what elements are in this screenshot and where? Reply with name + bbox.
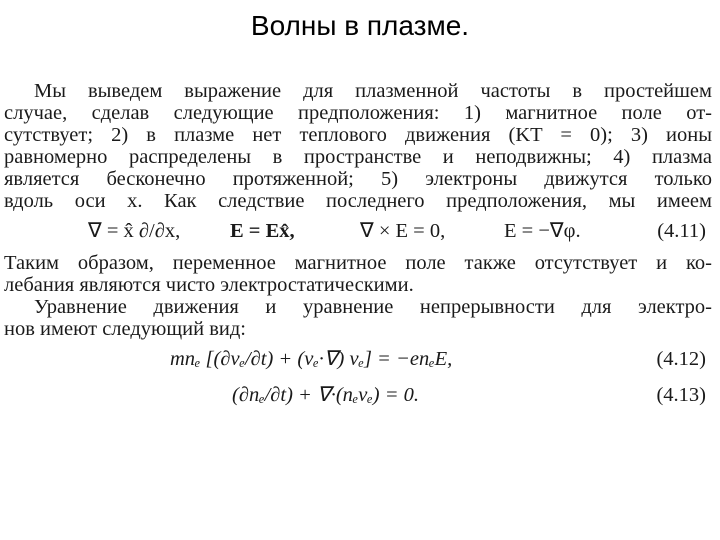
text-line: Таким образом, переменное магнитное поле также отсутствует и ко- [4, 252, 712, 274]
text-line: нов имеют следующий вид: [4, 318, 246, 340]
equation-4-13 [4, 382, 712, 422]
equation-part: ∇ × E = 0, [360, 220, 446, 242]
text-line: Мы выведем выражение для плазменной частоты в простейшем [34, 80, 712, 102]
paragraph-electrostatic [4, 252, 712, 296]
slide-title: Волны в плазме. [250, 10, 470, 41]
equation-part: E = −∇φ. [504, 220, 581, 242]
text-line: случае, сделав следующие предположения: 1) магнитное поле от- [4, 102, 712, 124]
text-line: лебания являются чисто электростатическими. [4, 274, 414, 296]
equation-part: E = Ex̂, [230, 220, 295, 242]
text-line: Уравнение движения и уравнение непрерывности для электро- [34, 296, 712, 318]
paragraph-equations-intro [4, 296, 712, 340]
textbook-excerpt [4, 80, 712, 422]
equation-number: (4.12) [656, 348, 706, 370]
equation-number: (4.13) [656, 384, 706, 406]
text-line: является бесконечно протяженной; 5) электроны движутся только [4, 168, 712, 190]
paragraph-assumptions [4, 80, 712, 212]
equation-body: (∂nₑ/∂t) + ∇·(nₑvₑ) = 0. [232, 384, 420, 406]
equation-number: (4.11) [657, 220, 706, 242]
equation-part: ∇ = x̂ ∂/∂x, [88, 220, 181, 242]
equation-4-11 [4, 212, 712, 252]
text-line: равномерно распределены в пространстве и неподвижны; 4) плазма [4, 146, 712, 168]
text-line: вдоль оси x. Как следствие последнего предположения, мы имеем [4, 190, 712, 212]
equation-4-12 [4, 340, 712, 382]
equation-body: mnₑ [(∂vₑ/∂t) + (vₑ·∇) vₑ] = −enₑE, [170, 348, 453, 370]
text-line: сутствует; 2) в плазме нет теплового движения (KT = 0); 3) ионы [4, 124, 712, 146]
